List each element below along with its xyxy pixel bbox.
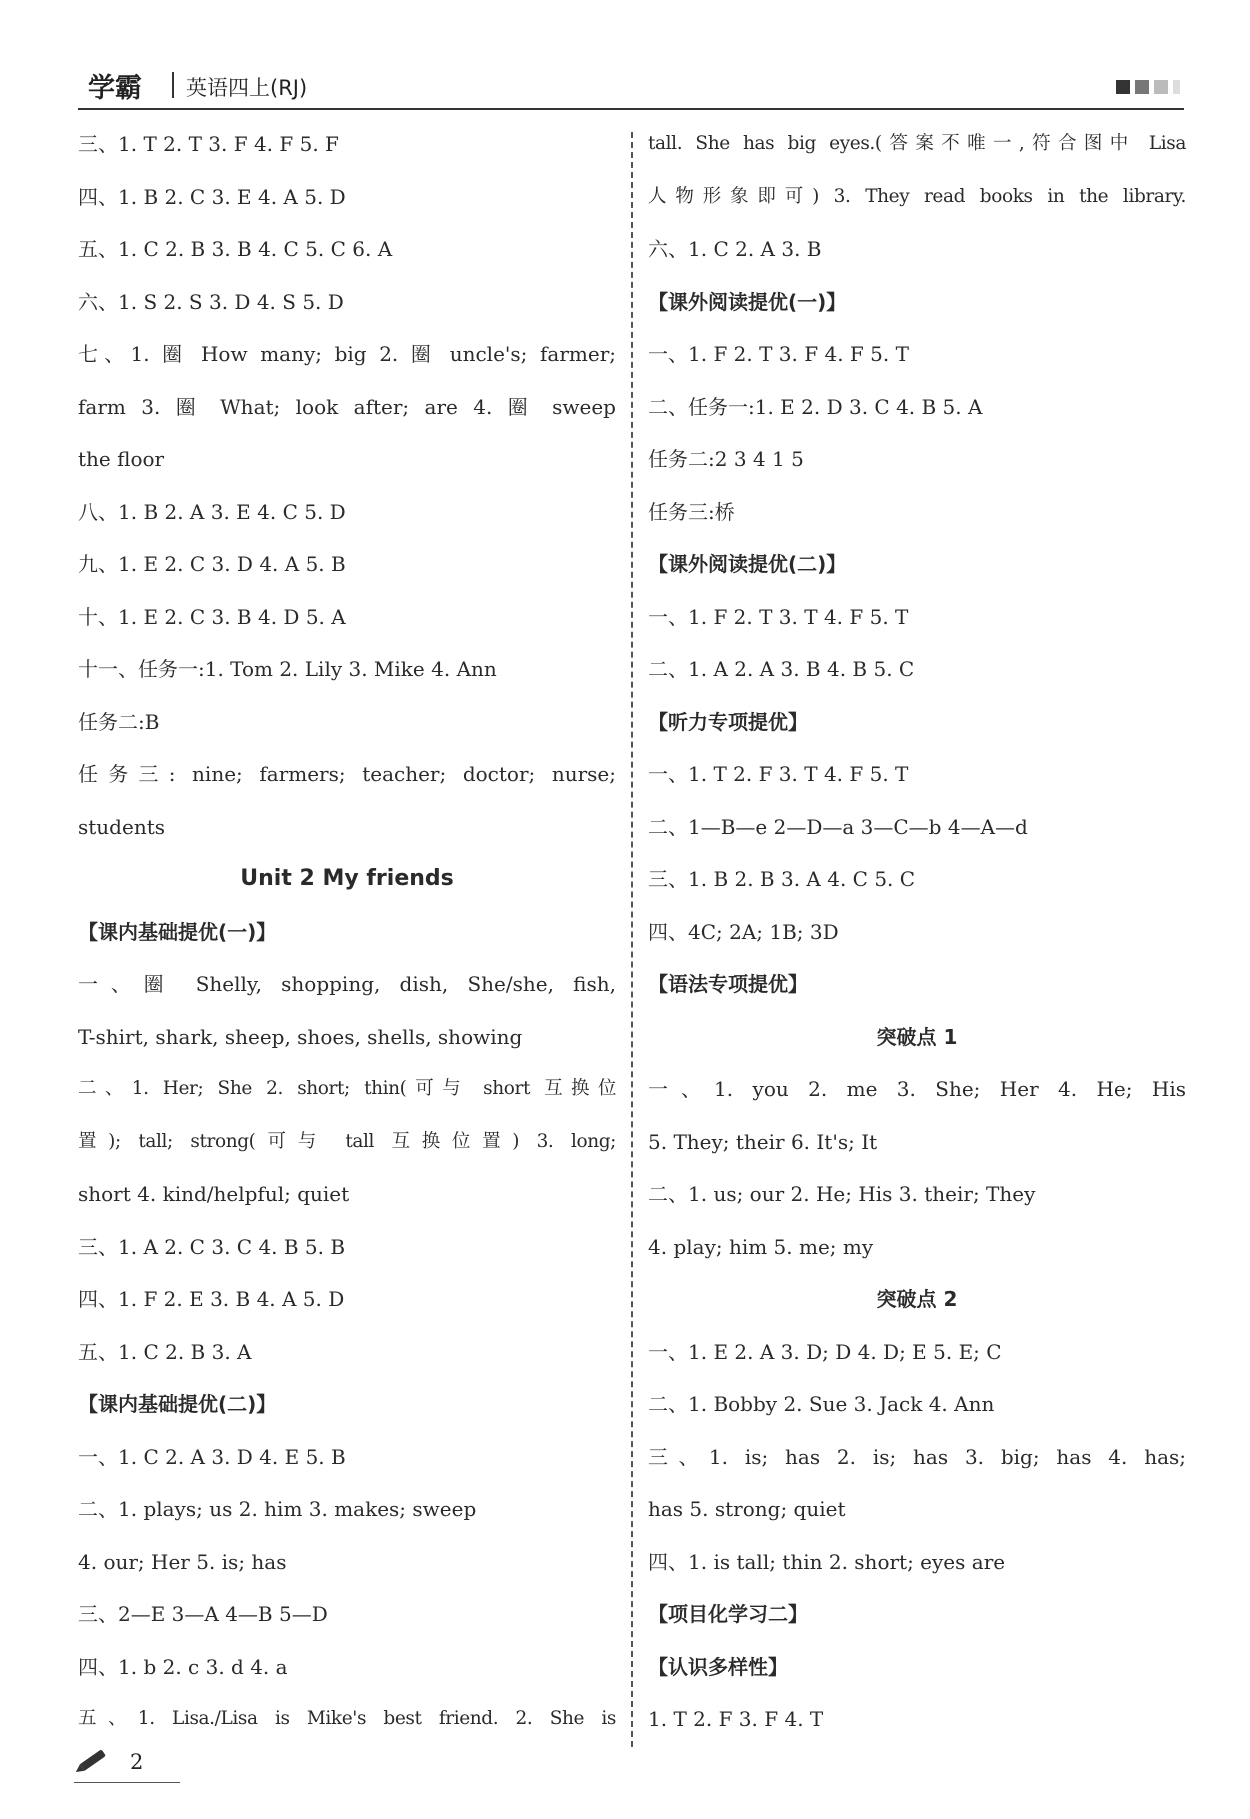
answer-line: 1. T 2. F 3. F 4. T [648, 1707, 824, 1731]
answer-line: 三、1. is; has 2. is; has 3. big; has 4. has; [648, 1444, 1186, 1469]
section-heading: 【课外阅读提优(一)】 [648, 289, 847, 314]
answer-line: tall. She has big eyes.(答案不唯一,符合图中 Lisa [648, 133, 1186, 154]
answer-line: 六、1. C 2. A 3. B [648, 237, 822, 261]
answer-line: 一、1. E 2. A 3. D; D 4. D; E 5. E; C [648, 1339, 1002, 1364]
brand-logo: 学霸 [88, 73, 142, 104]
answer-line: 四、1. is tall; thin 2. short; eyes are [648, 1549, 1006, 1574]
answer-line: 七、1. 圈 How many; big 2. 圈 uncle's; farmer; [78, 342, 616, 366]
answer-line: 五、1. C 2. B 3. A [78, 1339, 252, 1364]
answer-line: students [78, 814, 166, 839]
answer-line: 四、1. F 2. E 3. B 4. A 5. D [78, 1287, 345, 1311]
section-heading: 【课外阅读提优(二)】 [648, 552, 847, 576]
answer-line: 三、1. A 2. C 3. C 4. B 5. B [78, 1234, 346, 1259]
answer-line: 任务三:桥 [648, 499, 735, 524]
right-column [648, 118, 1186, 1746]
book-title: 英语四上(RJ) [186, 76, 308, 100]
answer-line: 三、1. T 2. T 3. F 4. F 5. F [78, 132, 339, 156]
header-squares-icon [1116, 80, 1180, 94]
section-heading: 【听力专项提优】 [648, 709, 808, 734]
answer-line: 二、1—B—e 2—D—a 3—C—b 4—A—d [648, 814, 1028, 839]
answer-line: 二、1. A 2. A 3. B 4. B 5. C [648, 657, 915, 681]
header-separator [172, 72, 174, 98]
answer-line: 五、1. Lisa./Lisa is Mike's best friend. 2. She is [78, 1708, 616, 1729]
answer-line: 六、1. S 2. S 3. D 4. S 5. D [78, 289, 344, 314]
section-heading: 【项目化学习二】 [648, 1602, 808, 1626]
answer-line: short 4. kind/helpful; quiet [78, 1182, 350, 1206]
answer-line: 置); tall; strong(可与 tall 互换位置) 3. long; [78, 1130, 616, 1152]
answer-line: 一、1. F 2. T 3. T 4. F 5. T [648, 604, 909, 629]
answer-line: 五、1. C 2. B 3. B 4. C 5. C 6. A [78, 237, 393, 261]
answer-line: has 5. strong; quiet [648, 1497, 846, 1521]
answer-line: 一、1. T 2. F 3. T 4. F 5. T [648, 762, 909, 786]
answer-line: 四、1. b 2. c 3. d 4. a [78, 1654, 288, 1679]
answer-line: 5. They; their 6. It's; It [648, 1129, 878, 1154]
answer-line: farm 3. 圈 What; look after; are 4. 圈 sweep [78, 394, 616, 419]
answer-line: 三、1. B 2. B 3. A 4. C 5. C [648, 867, 916, 891]
section-heading: 【课内基础提优(一)】 [78, 919, 277, 944]
answer-line: 4. play; him 5. me; my [648, 1234, 874, 1259]
answer-line: 任务二:2 3 4 1 5 [648, 447, 804, 471]
unit-title: Unit 2 My friends [240, 866, 454, 891]
answer-line: 二、1. us; our 2. He; His 3. their; They [648, 1182, 1036, 1206]
answer-line: 一、1. you 2. me 3. She; Her 4. He; His [648, 1077, 1186, 1101]
answer-line: 三、2—E 3—A 4—B 5—D [78, 1602, 328, 1626]
answer-line: 一、圈 Shelly, shopping, dish, She/she, fish, [78, 972, 616, 996]
answer-line: 二、1. plays; us 2. him 3. makes; sweep [78, 1497, 477, 1521]
answer-line: 八、1. B 2. A 3. E 4. C 5. D [78, 499, 346, 524]
answer-line: 4. our; Her 5. is; has [78, 1549, 287, 1574]
answer-line: 二、1. Her; She 2. short; thin(可与 short 互换位 [78, 1078, 616, 1099]
page-footer [74, 1748, 180, 1783]
answer-line: 二、任务一:1. E 2. D 3. C 4. B 5. A [648, 394, 983, 419]
answer-line: 四、1. B 2. C 3. E 4. A 5. D [78, 184, 346, 209]
answer-line: 二、1. Bobby 2. Sue 3. Jack 4. Ann [648, 1392, 995, 1416]
answer-line: 十一、任务一:1. Tom 2. Lily 3. Mike 4. Ann [78, 657, 497, 681]
answer-line: 任务三: nine; farmers; teacher; doctor; nurse; [78, 762, 616, 786]
answer-line: 九、1. E 2. C 3. D 4. A 5. B [78, 552, 346, 576]
answer-line: T-shirt, shark, sheep, shoes, shells, showing [78, 1024, 523, 1049]
page-number: 2 [130, 1750, 144, 1774]
answer-line: 十、1. E 2. C 3. B 4. D 5. A [78, 604, 346, 629]
left-column [78, 118, 616, 1746]
section-heading: 【课内基础提优(二)】 [78, 1392, 277, 1416]
answer-line: 一、1. F 2. T 3. F 4. F 5. T [648, 342, 909, 366]
answer-line: the floor [78, 447, 165, 471]
breakthrough-point-title: 突破点 1 [876, 1024, 958, 1049]
answer-line: 四、4C; 2A; 1B; 3D [648, 919, 839, 944]
column-divider [631, 132, 633, 1747]
page-header [78, 64, 1184, 110]
pencil-icon [80, 1749, 106, 1770]
answer-line: 一、1. C 2. A 3. D 4. E 5. B [78, 1444, 346, 1469]
section-heading: 【认识多样性】 [648, 1654, 788, 1679]
breakthrough-point-title: 突破点 2 [876, 1287, 958, 1311]
answer-line: 人物形象即可) 3. They read books in the library. [648, 185, 1186, 207]
section-heading: 【语法专项提优】 [648, 972, 808, 996]
answer-line: 任务二:B [78, 709, 160, 734]
